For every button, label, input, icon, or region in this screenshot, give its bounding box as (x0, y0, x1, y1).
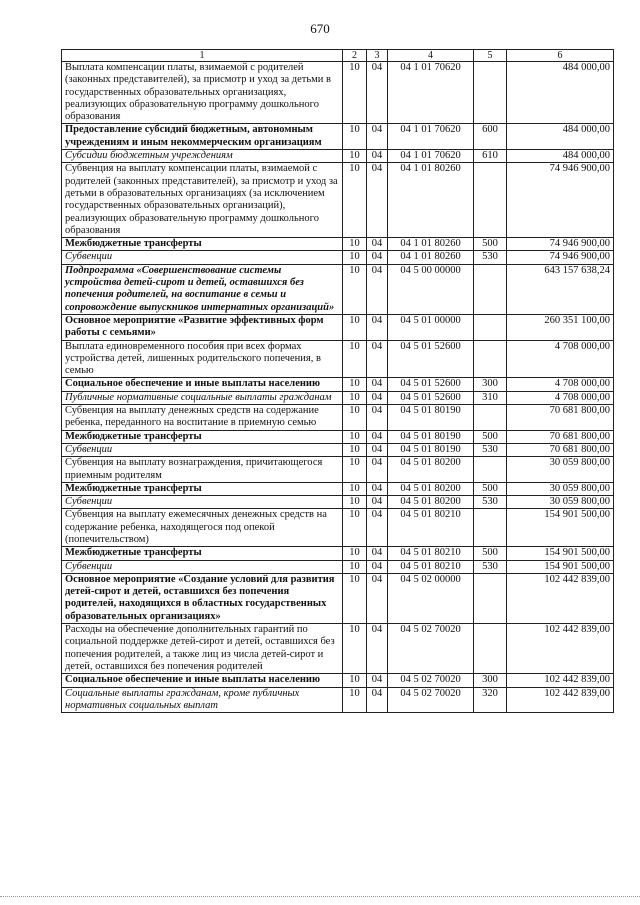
row-expense-type-cell: 500 (474, 547, 507, 560)
row-amount-cell: 154 901 500,00 (507, 509, 614, 547)
row-expense-type-cell (474, 457, 507, 483)
row-amount-cell: 154 901 500,00 (507, 547, 614, 560)
row-expense-type-cell: 530 (474, 443, 507, 456)
row-amount-cell: 74 946 900,00 (507, 251, 614, 264)
table-row (62, 150, 614, 163)
row-amount-cell: 102 442 839,00 (507, 573, 614, 623)
row-section-cell: 10 (343, 509, 367, 547)
row-expense-type-cell: 610 (474, 150, 507, 163)
row-subsection-cell: 04 (367, 62, 388, 124)
row-name-cell: Межбюджетные трансферты (62, 238, 343, 251)
row-name-cell: Публичные нормативные социальные выплаты гражданам (62, 391, 343, 404)
row-amount-cell: 260 351 100,00 (507, 314, 614, 340)
row-name-cell: Субвенции (62, 251, 343, 264)
row-expense-type-cell (474, 163, 507, 238)
row-expense-type-cell: 500 (474, 430, 507, 443)
row-amount-cell: 102 442 839,00 (507, 624, 614, 674)
column-header-amount: 6 (507, 50, 614, 62)
row-section-cell: 10 (343, 674, 367, 687)
column-header-section: 2 (343, 50, 367, 62)
row-section-cell: 10 (343, 496, 367, 509)
row-target-code-cell: 04 1 01 80260 (388, 251, 474, 264)
column-header-target-code: 4 (388, 50, 474, 62)
row-amount-cell: 70 681 800,00 (507, 443, 614, 456)
row-section-cell: 10 (343, 443, 367, 456)
table-row (62, 674, 614, 687)
row-target-code-cell: 04 5 01 52600 (388, 378, 474, 391)
row-subsection-cell: 04 (367, 405, 388, 431)
row-section-cell: 10 (343, 62, 367, 124)
row-section-cell: 10 (343, 251, 367, 264)
row-expense-type-cell: 530 (474, 496, 507, 509)
row-amount-cell: 4 708 000,00 (507, 378, 614, 391)
row-expense-type-cell (474, 405, 507, 431)
row-subsection-cell: 04 (367, 150, 388, 163)
row-subsection-cell: 04 (367, 238, 388, 251)
table-row (62, 251, 614, 264)
row-expense-type-cell: 530 (474, 251, 507, 264)
row-name-cell: Межбюджетные трансферты (62, 430, 343, 443)
row-subsection-cell: 04 (367, 687, 388, 713)
row-expense-type-cell (474, 624, 507, 674)
row-subsection-cell: 04 (367, 430, 388, 443)
table-row (62, 62, 614, 124)
row-amount-cell: 4 708 000,00 (507, 340, 614, 378)
row-amount-cell: 4 708 000,00 (507, 391, 614, 404)
row-subsection-cell: 04 (367, 457, 388, 483)
table-row (62, 124, 614, 150)
row-name-cell: Межбюджетные трансферты (62, 482, 343, 495)
row-amount-cell: 154 901 500,00 (507, 560, 614, 573)
row-target-code-cell: 04 5 01 52600 (388, 391, 474, 404)
row-section-cell: 10 (343, 340, 367, 378)
row-expense-type-cell (474, 509, 507, 547)
scan-bottom-edge (0, 896, 640, 897)
row-section-cell: 10 (343, 573, 367, 623)
row-amount-cell: 30 059 800,00 (507, 457, 614, 483)
row-target-code-cell: 04 5 01 00000 (388, 314, 474, 340)
row-section-cell: 10 (343, 163, 367, 238)
row-subsection-cell: 04 (367, 547, 388, 560)
table-row (62, 624, 614, 674)
row-subsection-cell: 04 (367, 624, 388, 674)
table-row (62, 430, 614, 443)
row-section-cell: 10 (343, 560, 367, 573)
row-expense-type-cell: 320 (474, 687, 507, 713)
row-amount-cell: 30 059 800,00 (507, 496, 614, 509)
row-subsection-cell: 04 (367, 391, 388, 404)
row-amount-cell: 484 000,00 (507, 124, 614, 150)
row-subsection-cell: 04 (367, 340, 388, 378)
row-section-cell: 10 (343, 457, 367, 483)
row-expense-type-cell: 500 (474, 482, 507, 495)
row-subsection-cell: 04 (367, 251, 388, 264)
row-name-cell: Субвенция на выплату вознаграждения, причитающегося приемным родителям (62, 457, 343, 483)
table-row (62, 391, 614, 404)
row-section-cell: 10 (343, 264, 367, 314)
row-subsection-cell: 04 (367, 509, 388, 547)
row-subsection-cell: 04 (367, 560, 388, 573)
row-name-cell: Субвенции (62, 443, 343, 456)
row-target-code-cell: 04 5 01 80200 (388, 482, 474, 495)
row-section-cell: 10 (343, 238, 367, 251)
row-name-cell: Социальное обеспечение и иные выплаты населению (62, 378, 343, 391)
row-expense-type-cell (474, 573, 507, 623)
row-expense-type-cell (474, 264, 507, 314)
row-name-cell: Субвенция на выплату компенсации платы, взимаемой с родителей (законных представителей), за присмотр и уход за детьми в образовательных организациях (за исключением государственных образовательных организаций), реализующих образовательную программу дошкольного образования (62, 163, 343, 238)
row-section-cell: 10 (343, 150, 367, 163)
table-row (62, 405, 614, 431)
row-name-cell: Социальное обеспечение и иные выплаты населению (62, 674, 343, 687)
row-target-code-cell: 04 5 01 52600 (388, 340, 474, 378)
row-target-code-cell: 04 1 01 70620 (388, 124, 474, 150)
row-amount-cell: 484 000,00 (507, 150, 614, 163)
row-section-cell: 10 (343, 378, 367, 391)
row-amount-cell: 484 000,00 (507, 62, 614, 124)
row-name-cell: Основное мероприятие «Развитие эффективных форм работы с семьями» (62, 314, 343, 340)
row-subsection-cell: 04 (367, 378, 388, 391)
row-target-code-cell: 04 5 02 70020 (388, 624, 474, 674)
table-row (62, 443, 614, 456)
row-target-code-cell: 04 5 00 00000 (388, 264, 474, 314)
row-section-cell: 10 (343, 314, 367, 340)
row-amount-cell: 30 059 800,00 (507, 482, 614, 495)
column-header-expense-type: 5 (474, 50, 507, 62)
row-target-code-cell: 04 1 01 70620 (388, 150, 474, 163)
row-target-code-cell: 04 5 02 00000 (388, 573, 474, 623)
row-target-code-cell: 04 5 02 70020 (388, 687, 474, 713)
row-expense-type-cell: 300 (474, 674, 507, 687)
row-name-cell: Выплата единовременного пособия при всех формах устройства детей, лишенных родительского попечения, в семью (62, 340, 343, 378)
row-section-cell: 10 (343, 624, 367, 674)
row-amount-cell: 74 946 900,00 (507, 163, 614, 238)
row-name-cell: Социальные выплаты гражданам, кроме публичных нормативных социальных выплат (62, 687, 343, 713)
row-target-code-cell: 04 5 01 80210 (388, 509, 474, 547)
table-row (62, 314, 614, 340)
row-amount-cell: 643 157 638,24 (507, 264, 614, 314)
row-target-code-cell: 04 5 01 80200 (388, 496, 474, 509)
row-section-cell: 10 (343, 547, 367, 560)
table-row (62, 457, 614, 483)
row-name-cell: Субвенция на выплату денежных средств на содержание ребенка, переданного на воспитание в приемную семью (62, 405, 343, 431)
table-row (62, 264, 614, 314)
row-subsection-cell: 04 (367, 482, 388, 495)
row-name-cell: Межбюджетные трансферты (62, 547, 343, 560)
page-number: 670 (310, 21, 330, 36)
row-amount-cell: 102 442 839,00 (507, 674, 614, 687)
row-name-cell: Субсидии бюджетным учреждениям (62, 150, 343, 163)
budget-table (61, 49, 614, 713)
row-target-code-cell: 04 1 01 70620 (388, 62, 474, 124)
row-amount-cell: 70 681 800,00 (507, 430, 614, 443)
row-subsection-cell: 04 (367, 573, 388, 623)
column-header-name: 1 (62, 50, 343, 62)
table-row (62, 687, 614, 713)
row-section-cell: 10 (343, 687, 367, 713)
row-name-cell: Предоставление субсидий бюджетным, автономным учреждениям и иным некоммерческим организациям (62, 124, 343, 150)
table-row (62, 547, 614, 560)
row-target-code-cell: 04 5 01 80210 (388, 547, 474, 560)
table-row (62, 560, 614, 573)
header-row (62, 50, 614, 62)
row-subsection-cell: 04 (367, 496, 388, 509)
table-row (62, 378, 614, 391)
row-expense-type-cell (474, 340, 507, 378)
row-target-code-cell: 04 5 02 70020 (388, 674, 474, 687)
row-expense-type-cell: 500 (474, 238, 507, 251)
row-expense-type-cell (474, 314, 507, 340)
row-expense-type-cell: 300 (474, 378, 507, 391)
row-amount-cell: 70 681 800,00 (507, 405, 614, 431)
row-section-cell: 10 (343, 124, 367, 150)
column-header-subsection: 3 (367, 50, 388, 62)
table-row (62, 163, 614, 238)
row-subsection-cell: 04 (367, 314, 388, 340)
row-subsection-cell: 04 (367, 674, 388, 687)
row-expense-type-cell: 310 (474, 391, 507, 404)
row-section-cell: 10 (343, 405, 367, 431)
row-name-cell: Подпрограмма «Совершенствование системы устройства детей-сирот и детей, оставшихся без попечения родителей, на воспитание в семьи и сопровождение выпускников интернатных организаций» (62, 264, 343, 314)
table-body (62, 62, 614, 713)
row-target-code-cell: 04 1 01 80260 (388, 238, 474, 251)
table-row (62, 340, 614, 378)
row-expense-type-cell: 600 (474, 124, 507, 150)
row-subsection-cell: 04 (367, 264, 388, 314)
row-name-cell: Субвенция на выплату ежемесячных денежных средств на содержание ребенка, находящегося под опекой (попечительством) (62, 509, 343, 547)
row-subsection-cell: 04 (367, 443, 388, 456)
row-target-code-cell: 04 5 01 80190 (388, 443, 474, 456)
row-section-cell: 10 (343, 430, 367, 443)
row-target-code-cell: 04 1 01 80260 (388, 163, 474, 238)
row-target-code-cell: 04 5 01 80190 (388, 405, 474, 431)
row-target-code-cell: 04 5 01 80210 (388, 560, 474, 573)
row-name-cell: Основное мероприятие «Создание условий для развития детей-сирот и детей, оставшихся без попечения родителей, находящихся в областных государственных образовательных организациях» (62, 573, 343, 623)
row-subsection-cell: 04 (367, 124, 388, 150)
row-name-cell: Субвенции (62, 560, 343, 573)
row-amount-cell: 102 442 839,00 (507, 687, 614, 713)
row-subsection-cell: 04 (367, 163, 388, 238)
table-row (62, 573, 614, 623)
table-row (62, 238, 614, 251)
table-row (62, 496, 614, 509)
row-target-code-cell: 04 5 01 80200 (388, 457, 474, 483)
row-section-cell: 10 (343, 482, 367, 495)
row-expense-type-cell: 530 (474, 560, 507, 573)
row-name-cell: Выплата компенсации платы, взимаемой с родителей (законных представителей), за присмотр и уход за детьми в государственных образовательных организациях, реализующих образовательную программу дошкольного образования (62, 62, 343, 124)
row-target-code-cell: 04 5 01 80190 (388, 430, 474, 443)
table-row (62, 482, 614, 495)
row-expense-type-cell (474, 62, 507, 124)
row-section-cell: 10 (343, 391, 367, 404)
row-name-cell: Субвенции (62, 496, 343, 509)
row-amount-cell: 74 946 900,00 (507, 238, 614, 251)
table-row (62, 509, 614, 547)
row-name-cell: Расходы на обеспечение дополнительных гарантий по социальной поддержке детей-сирот и детей, оставшихся без попечения родителей, а также лиц из числа детей-сирот и детей, оставшихся без попечения родителей (62, 624, 343, 674)
